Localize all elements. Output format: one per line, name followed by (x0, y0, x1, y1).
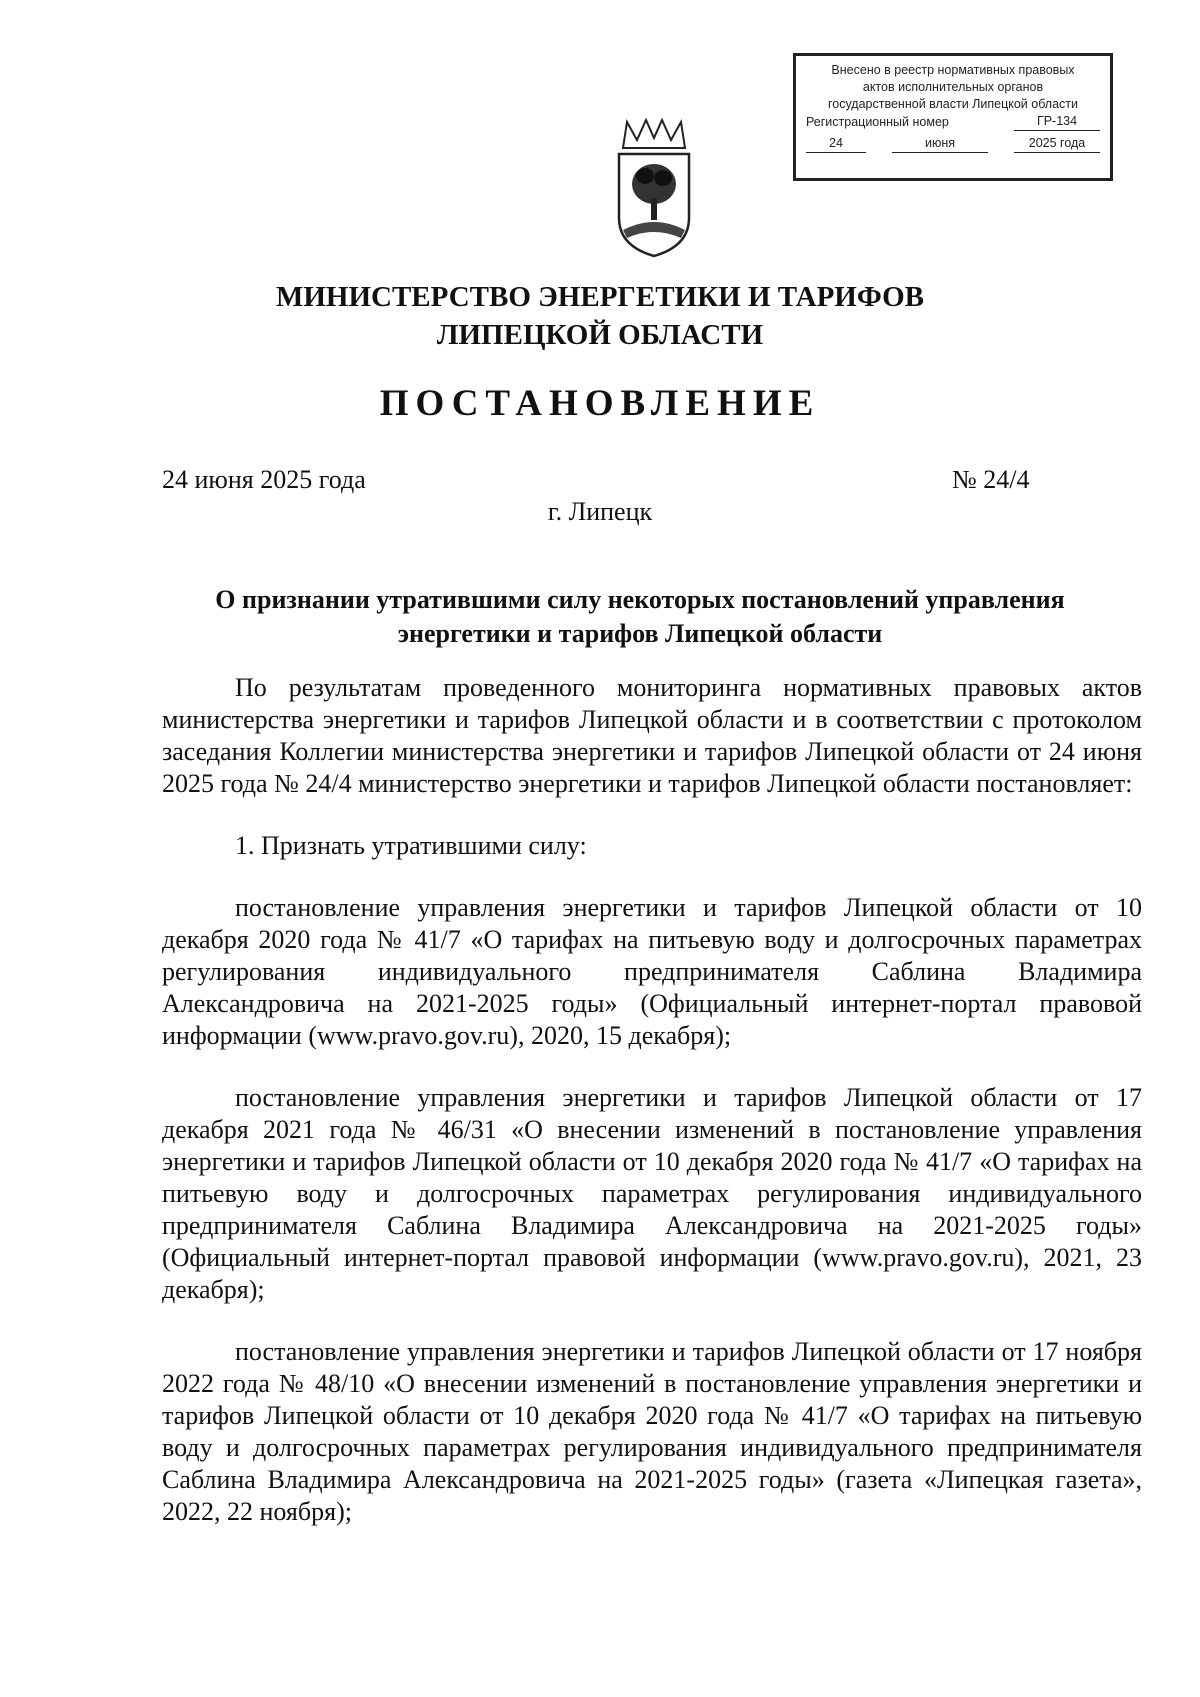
stamp-date-row (806, 135, 1100, 153)
paragraph-repealed-act-2: постановление управления энергетики и тарифов Липецкой области от 17 декабря 2021 года № 46/31 «О внесении изменений в постановление управления энергетики и тарифов Липецкой области от 10 декабря 2020 года № 41/7 «О тарифах на питьевую воду и долгосрочных параметрах регулирования индивидуального предпринимателя Саблина Владимира Александровича на 2021-2025 годы» (Официальный интернет-портал правовой информации (www.pravo.gov.ru), 2021, 23 декабря); (162, 1083, 1142, 1304)
stamp-year: 2025 года (1014, 135, 1100, 153)
registry-stamp (793, 53, 1113, 181)
ministry-name-line-1: МИНИСТЕРСТВО ЭНЕРГЕТИКИ И ТАРИФОВ (275, 281, 925, 313)
subject-line-2: энергетики и тарифов Липецкой области (397, 619, 883, 648)
document-type: ПОСТАНОВЛЕНИЕ (379, 383, 821, 424)
ministry-name (0, 278, 1200, 354)
document-city: г. Липецк (547, 497, 653, 526)
stamp-registration-number: ГР-134 (1014, 113, 1100, 131)
stamp-month: июня (892, 135, 988, 153)
stamp-line-3: государственной власти Липецкой области (827, 97, 1079, 111)
paragraph-item-1: 1. Признать утратившими силу: (235, 831, 587, 860)
coat-of-arms-icon (615, 118, 693, 258)
ministry-name-line-2: ЛИПЕЦКОЙ ОБЛАСТИ (436, 319, 764, 351)
stamp-registration-label: Регистрационный номер (806, 115, 949, 129)
paragraph-repealed-act-1: постановление управления энергетики и тарифов Липецкой области от 10 декабря 2020 года № 41/7 «О тарифах на питьевую воду и долгосрочных параметрах регулирования индивидуального предпринимателя Саблина Владимира Александровича на 2021-2025 годы» (Официальный интернет-портал правовой информации (www.pravo.gov.ru), 2020, 15 декабря); (162, 893, 1142, 1050)
stamp-line-1: Внесено в реестр нормативных правовых (831, 63, 1075, 77)
stamp-registration-row (806, 113, 1100, 131)
stamp-line-2: актов исполнительных органов (862, 80, 1044, 94)
document-body (162, 672, 1142, 1558)
subject-line-1: О признании утратившими силу некоторых постановлений управления (215, 585, 1065, 614)
paragraph-preamble: По результатам проведенного мониторинга нормативных правовых актов министерства энергетики и тарифов Липецкой области и в соответствии с протоколом заседания Коллегии министерства энергетики и тарифов Липецкой области от 24 июня 2025 года № 24/4 министерство энергетики и тарифов Липецкой области постановляет: (162, 673, 1142, 798)
paragraph-repealed-act-3: постановление управления энергетики и тарифов Липецкой области от 17 ноября 2022 года № 48/10 «О внесении изменений в постановление управления энергетики и тарифов Липецкой области от 10 декабря 2020 года № 41/7 «О тарифах на питьевую воду и долгосрочных параметрах регулирования индивидуального предпринимателя Саблина Владимира Александровича на 2021-2025 годы» (газета «Липецкая газета», 2022, 22 ноября); (162, 1337, 1142, 1526)
document-number: № 24/4 (952, 465, 1030, 494)
document-date: 24 июня 2025 года (162, 465, 366, 494)
stamp-day: 24 (806, 135, 866, 153)
document-subject (160, 583, 1120, 651)
